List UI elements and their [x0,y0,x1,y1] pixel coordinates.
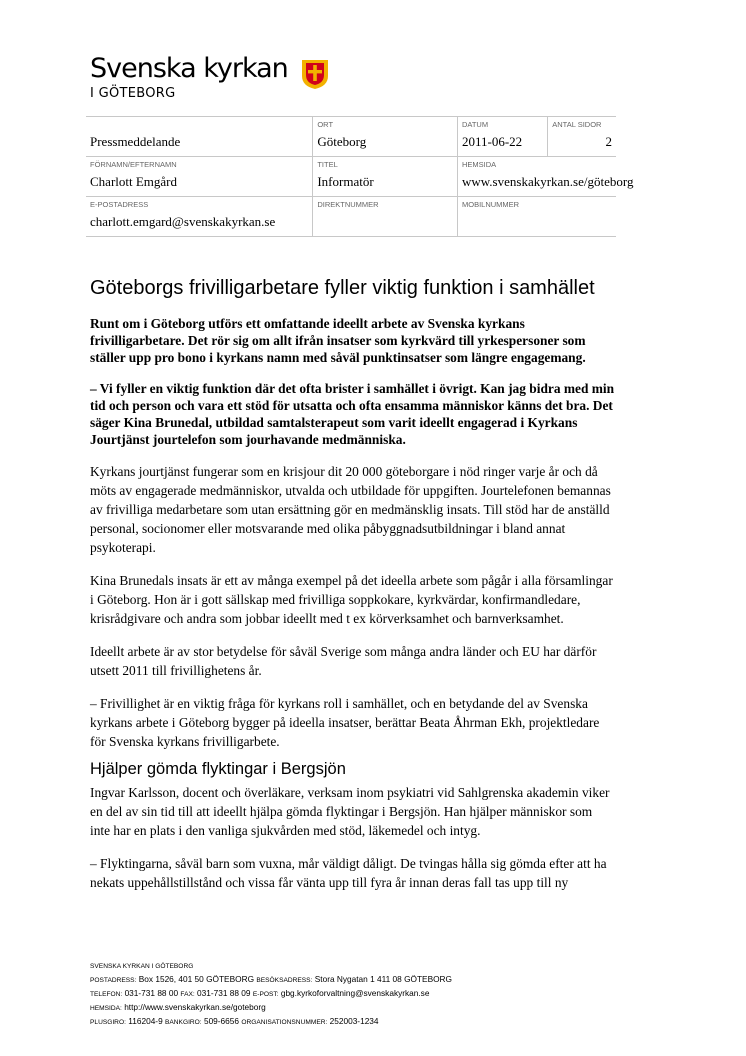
body-paragraph: Kyrkans jourtjänst fungerar som en krisjour dit 20 000 göteborgare i nöd ringer varje år och då möts av engagerade medmänniskor, utvalda och utbildade för uppgiften. Jourtelefonen bemannas av frivilliga medarbetare som utan ersättning gör en medmänsklig insats. Till stöd har de anställd personal, socionomer eller motsvarande med olika påbyggnadsutbildningar i bland annat psykoterapi. [90,464,611,555]
body-paragraph: Kina Brunedals insats är ett av många exempel på det ideella arbete som pågår i alla församlingar i Göteborg. Hon är i gott sällskap med frivilliga soppkokare, kyrkvärdar, konfirmandledare, krisrådgivare och andra som jobbar ideellt med t ex körverksamhet och barnverksamhet. [90,573,613,626]
logo-name: Svenska kyrkan [90,53,288,84]
titel-cell [313,157,458,197]
epost-footer-label: E-POST: [252,991,279,998]
epost-footer-value: gbg.kyrkoforvaltning@svenskakyrkan.se [280,988,430,998]
antal-sidor-value: 2 [605,134,612,149]
titel-label: TITEL [317,160,338,169]
postadress-label: POSTADRESS: [90,977,137,984]
antal-sidor-label: ANTAL SIDOR [552,120,602,129]
footer [90,959,650,1029]
body-paragraph: – Flyktingarna, såväl barn som vuxna, mår väldigt dåligt. De tvingas hålla sig gömda efter att ha nekats uppehållstillstånd och vissa får vänta upp till fyra år innan deras fall tas upp till ny [90,856,607,890]
epost-label: E-POSTADRESS [90,200,149,209]
namn-cell [86,157,313,197]
besoksadress-value: Stora Nygatan 1 411 08 GÖTEBORG [314,974,453,984]
document-type: Pressmeddelande [90,134,181,149]
lead-paragraph: Runt om i Göteborg utförs ett omfattande ideellt arbete av Svenska kyrkans frivilligarbetare. Det rör sig om allt ifrån insatser som kyrkvärd till yrkespersoner som ställer upp pro bono i kyrkans namn med såväl punktinsatser som längre engagemang. [90,316,586,365]
hemsida-footer-label: HEMSIDA: [90,1005,122,1012]
body-paragraph: Ideellt arbete är av stor betydelse för såväl Sverige som många andra länder och EU har därför utsett 2011 till frivillighetens år. [90,644,597,678]
ort-value: Göteborg [317,134,367,149]
datum-cell [457,117,547,157]
besoksadress-label: BESÖKSADRESS: [256,977,313,984]
logo-subtitle: I GÖTEBORG [90,86,176,101]
telefon-label: TELEFON: [90,991,123,998]
bankgiro-label: BANKGIRO: [165,1019,202,1026]
namn-value: Charlott Emgård [90,174,178,189]
fax-label: FAX: [180,991,195,998]
article-body [90,276,615,906]
church-crest-icon [300,58,330,90]
direktnummer-cell [313,197,458,237]
orgnr-label: ORGANISATIONSNUMMER: [241,1019,328,1026]
body-paragraph: – Frivillighet är en viktig fråga för kyrkans roll i samhället, och en betydande del av Svenska kyrkans arbete i Göteborg bygger på ideella insatser, berättar Beata Åhrman Ekh, projektledare för Svenska kyrkans frivilligarbete. [90,696,600,749]
hemsida-value: www.svenskakyrkan.se/göteborg [461,174,634,189]
hemsida-cell [457,157,634,197]
hemsida-label: HEMSIDA [461,160,497,169]
ort-cell [313,117,458,157]
logo [90,54,288,101]
namn-label: FÖRNAMN/EFTERNAMN [90,160,177,169]
document-header-table [86,116,634,237]
lead-quote: – Vi fyller en viktig funktion där det ofta brister i samhället i övrigt. Kan jag bidra med min tid och person och vara ett stöd för utsatta och ofta ensamma människor känns det bra. Det säger Kina Brunedal, utbildad samtalsterapeut som varit ideellt engagerad i Kyrkans Jourtjänst jourtelefon som jourhavande medmänniska. [90,381,615,447]
telefon-value: 031-731 88 00 [124,988,179,998]
epost-value: charlott.emgard@svenskakyrkan.se [90,214,276,229]
footer-contact-line [90,987,650,1001]
ort-label: ORT [317,120,334,129]
article-title: Göteborgs frivilligarbetare fyller viktig funktion i samhället [90,277,595,299]
plusgiro-value: 116204-9 [128,1016,163,1026]
bankgiro-value: 509-6656 [203,1016,240,1026]
direktnummer-label: DIREKTNUMMER [317,200,379,209]
fax-value: 031-731 88 09 [197,988,251,998]
hemsida-footer-value: http://www.svenskakyrkan.se/goteborg [124,1002,266,1012]
document-type-label [90,119,308,130]
postadress-value: Box 1526, 401 50 GÖTEBORG [138,974,255,984]
mobilnummer-label: MOBILNUMMER [461,200,520,209]
orgnr-value: 252003-1234 [329,1016,379,1026]
body-paragraph: Ingvar Karlsson, docent och överläkare, verksam inom psykiatri vid Sahlgrenska akademin viker en del av sin tid till att ideellt hjälpa gömda flyktingar i Bergsjön. Han hjälper människor som inte har en plats i den vanliga sjukvården med stöd, läkemedel och intyg. [90,785,610,838]
footer-giro-line [90,1015,650,1029]
epost-cell [86,197,313,237]
footer-web-line [90,1001,650,1015]
section-heading: Hjälper gömda flyktingar i Bergsjön [90,760,346,778]
datum-label: DATUM [461,120,489,129]
titel-value: Informatör [317,174,374,189]
document-type-cell [86,117,313,157]
mobilnummer-cell [457,197,616,237]
datum-value: 2011-06-22 [461,134,523,149]
antal-sidor-cell [548,117,616,157]
footer-address-line [90,973,650,987]
footer-org: SVENSKA KYRKAN I GÖTEBORG [90,963,194,970]
plusgiro-label: PLUSGIRO: [90,1019,126,1026]
